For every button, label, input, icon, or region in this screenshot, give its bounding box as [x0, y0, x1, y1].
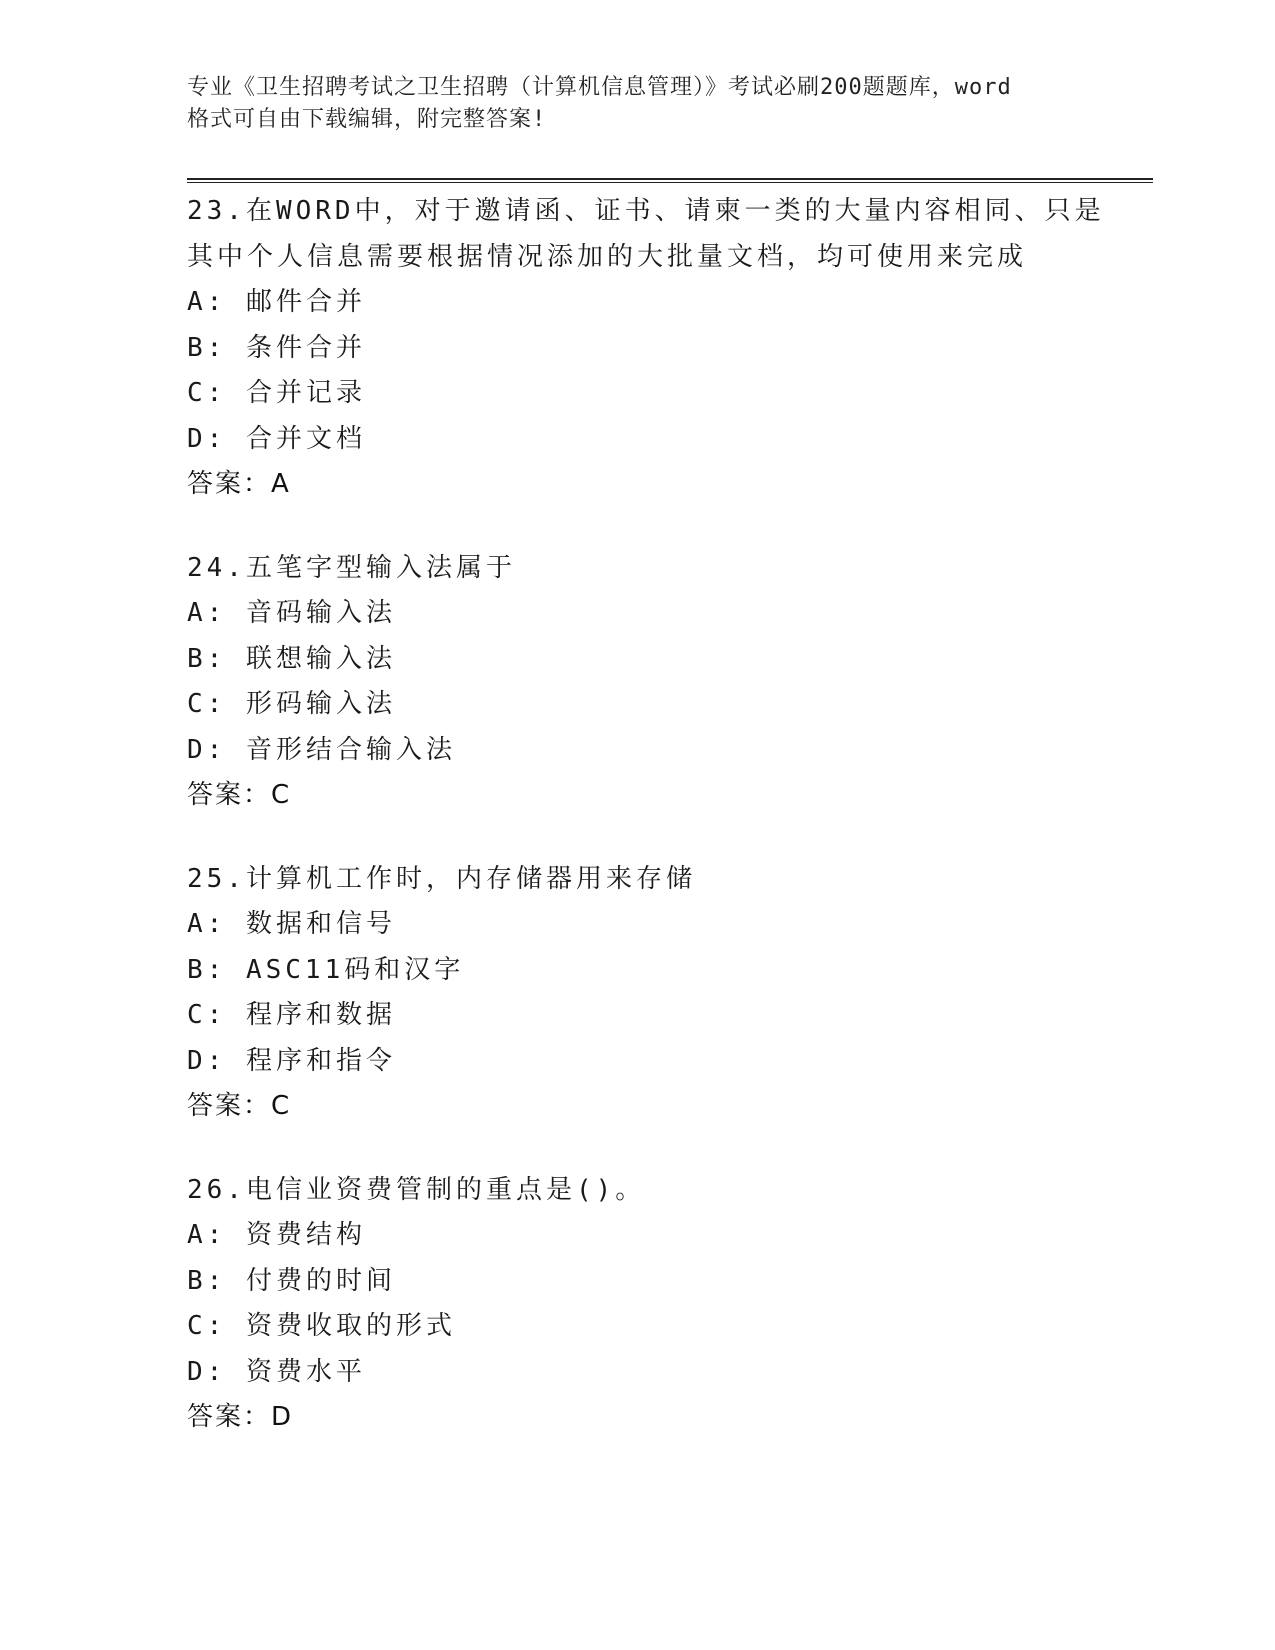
question-stem-line: 25.计算机工作时，内存储器用来存储: [187, 863, 696, 894]
option-a: A: 资费结构: [187, 1220, 366, 1250]
question-24: [187, 546, 1127, 819]
question-list: [187, 189, 1127, 1479]
question-26: [187, 1168, 1127, 1441]
document-header: [187, 72, 1107, 136]
option-d: D: 程序和指令: [187, 1045, 396, 1076]
option-c: C: 程序和数据: [187, 1000, 396, 1030]
option-c: C: 形码输入法: [187, 689, 396, 719]
header-title-line-2: 格式可自由下载编辑，附完整答案!: [187, 107, 547, 132]
question-stem-line: 26.电信业资费管制的重点是()。: [187, 1174, 646, 1205]
option-c: C: 资费收取的形式: [187, 1311, 456, 1341]
option-b: B: 条件合并: [187, 332, 366, 363]
question-stem-line: 其中个人信息需要根据情况添加的大批量文档，均可使用来完成: [187, 241, 1028, 272]
question-stem-line: 24.五笔字型输入法属于: [187, 552, 516, 583]
option-d: D: 合并文档: [187, 423, 366, 454]
question-23: [187, 189, 1127, 508]
option-a: A: 音码输入法: [187, 598, 396, 628]
answer-line: 答案：C: [187, 1091, 292, 1121]
option-a: A: 数据和信号: [187, 909, 396, 939]
question-stem-line: 23.在WORD中，对于邀请函、证书、请柬一类的大量内容相同、只是: [187, 196, 1105, 226]
option-b: B: 联想输入法: [187, 643, 396, 674]
option-b: B: 付费的时间: [187, 1265, 396, 1296]
option-a: A: 邮件合并: [187, 287, 366, 317]
answer-line: 答案：A: [187, 469, 291, 499]
answer-line: 答案：D: [187, 1402, 294, 1432]
option-b: B: ASC11码和汉字: [187, 954, 465, 985]
answer-line: 答案：C: [187, 780, 292, 810]
option-d: D: 资费水平: [187, 1356, 366, 1387]
header-divider: [187, 178, 1153, 183]
header-title-line-1: 专业《卫生招聘考试之卫生招聘（计算机信息管理）》考试必刷200题题库，word: [187, 75, 1012, 100]
option-c: C: 合并记录: [187, 378, 366, 408]
option-d: D: 音形结合输入法: [187, 734, 456, 765]
question-25: [187, 857, 1127, 1130]
